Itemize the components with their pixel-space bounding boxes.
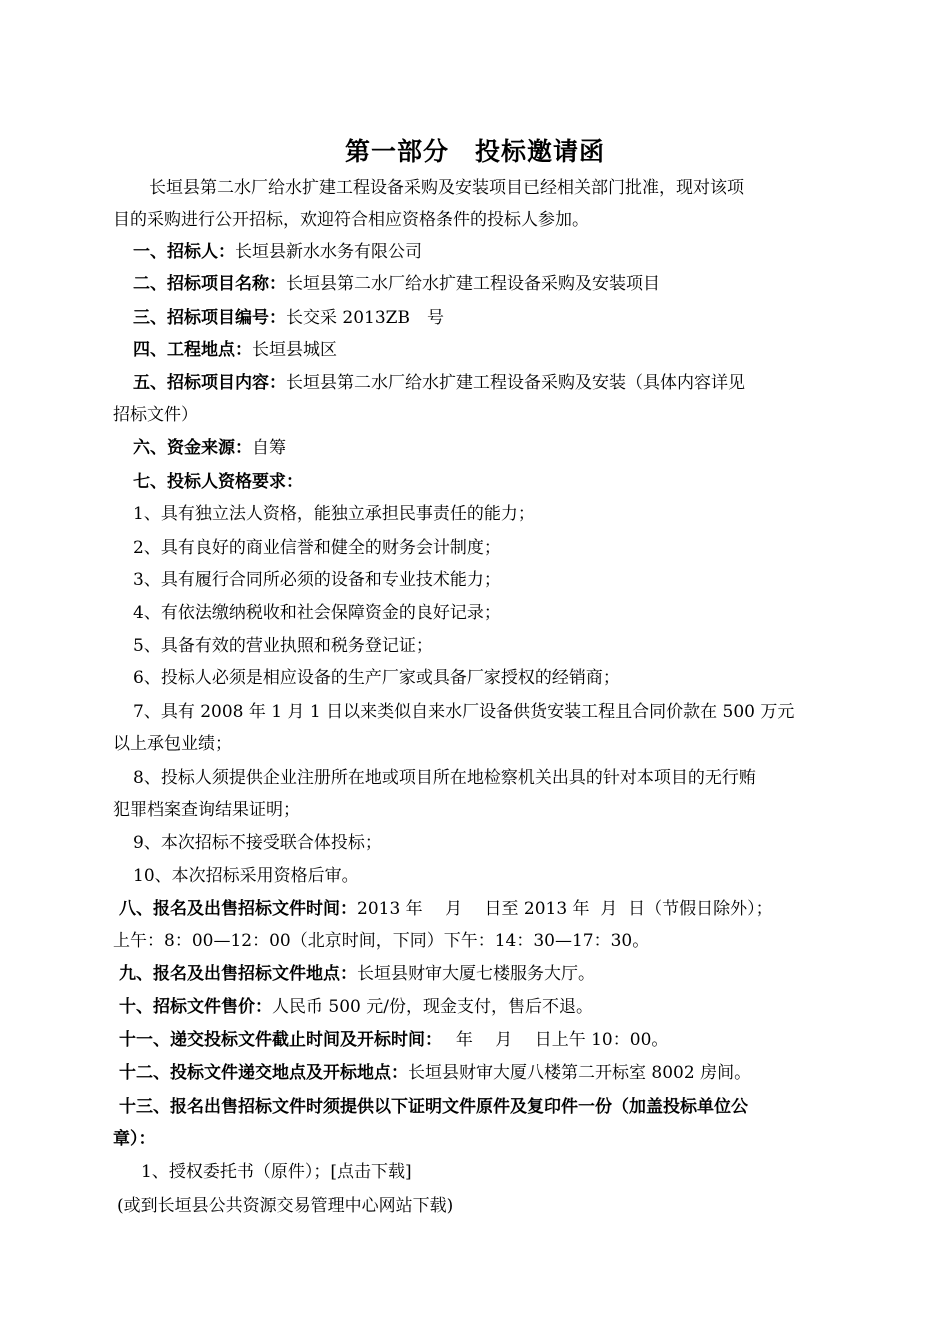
requirement-item-cont: 犯罪档案查询结果证明； [113,800,300,820]
item-value: 长垣县第二水厂给水扩建工程设备采购及安装（具体内容详见 [286,373,745,393]
requirement-item: 5、具备有效的营业执照和税务登记证； [133,636,433,656]
requirement-item: 10、本次招标采用资格后审。 [133,866,359,886]
item-value: 2013 年 月 日至 2013 年 月 日（节假日除外）； [357,899,773,919]
download-link[interactable]: [点击下载] [330,1162,412,1182]
item-sale-time [113,893,843,925]
requirement-item: 4、有依法缴纳税收和社会保障资金的良好记录； [133,603,501,623]
download-note: (或到长垣县公共资源交易管理中心网站下载) [117,1196,454,1216]
intro-line: 目的采购进行公开招标，欢迎符合相应资格条件的投标人参加。 [113,210,589,230]
document-item-text: 1、授权委托书（原件）； [141,1162,331,1182]
item-sale-location [113,958,843,990]
item-project-content-cont: 招标文件） [113,405,198,425]
item-label: 十、招标文件售价： [119,997,272,1017]
item-label: 四、工程地点： [133,340,252,360]
item-project-number [113,302,843,334]
item-value: 年 月 日上午 10：00。 [433,1030,669,1050]
item-label: 三、招标项目编号： [133,308,286,328]
item-project-name [113,268,843,300]
item-value: 人民币 500 元/份，现金支付，售后不退。 [272,997,593,1017]
document-item [113,1156,843,1188]
item-label: 二、招标项目名称： [133,274,286,294]
item-bid-location [113,1057,843,1089]
item-label: 十二、投标文件递交地点及开标地点： [119,1063,408,1083]
item-sale-time-cont: 上午：8：00—12：00（北京时间，下同）下午：14：30—17：30。 [113,931,650,951]
item-value: 长垣县第二水厂给水扩建工程设备采购及安装项目 [286,274,660,294]
requirement-item-cont: 以上承包业绩； [113,734,232,754]
item-label: 十三、报名出售招标文件时须提供以下证明文件原件及复印件一份（加盖投标单位公 [119,1097,748,1117]
requirement-item: 1、具有独立法人资格，能独立承担民事责任的能力； [133,504,535,524]
requirement-item: 7、具有 2008 年 1 月 1 日以来类似自来水厂设备供货安装工程且合同价款在 500 万元 [133,702,795,722]
item-location [113,334,843,366]
item-qualifications [113,466,843,498]
intro-text: 长垣县第二水厂给水扩建工程设备采购及安装项目已经相关部门批准，现对该项 [149,178,744,198]
requirement-item: 8、投标人须提供企业注册所在地或项目所在地检察机关出具的针对本项目的无行贿 [133,768,756,788]
item-deadline [113,1024,843,1056]
item-value: 长垣县财审大厦七楼服务大厅。 [357,964,595,984]
item-value: 长垣县城区 [252,340,337,360]
intro-line [113,172,843,204]
requirement-item: 2、具有良好的商业信誉和健全的财务会计制度； [133,538,501,558]
item-label: 七、投标人资格要求： [133,472,303,492]
item-label: 一、招标人： [133,242,235,262]
item-label: 九、报名及出售招标文件地点： [119,964,357,984]
item-value: 长垣县财审大厦八楼第二开标室 8002 房间。 [408,1063,752,1083]
item-project-content [113,367,843,399]
requirement-item: 9、本次招标不接受联合体投标； [133,833,382,853]
item-label: 十一、递交投标文件截止时间及开标时间： [119,1030,434,1050]
item-required-documents-cont: 章）： [113,1129,156,1149]
requirement-item: 3、具有履行合同所必须的设备和专业技术能力； [133,570,501,590]
item-required-documents [113,1091,843,1123]
item-value: 长垣县新水水务有限公司 [235,242,422,262]
item-tenderer [113,236,843,268]
item-label: 八、报名及出售招标文件时间： [119,899,357,919]
item-value: 自筹 [252,438,286,458]
requirement-item: 6、投标人必须是相应设备的生产厂家或具备厂家授权的经销商； [133,668,620,688]
item-value: 长交采 2013ZB 号 [286,308,444,328]
item-label: 五、招标项目内容： [133,373,286,393]
item-label: 六、资金来源： [133,438,252,458]
page-title: 第一部分 投标邀请函 [344,137,605,166]
item-funding [113,432,843,464]
item-price [113,991,843,1023]
